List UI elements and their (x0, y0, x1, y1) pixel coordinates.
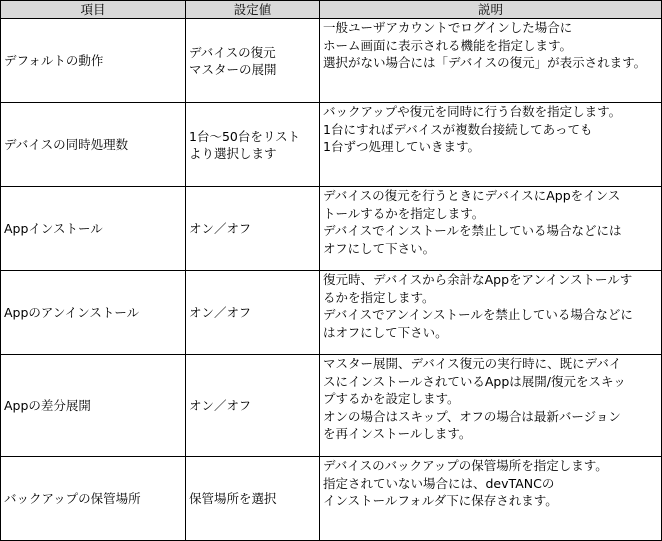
value-line: オン／オフ (189, 305, 252, 320)
description-line: オンの場合はスキップ、オフの場合は最新バージョン (323, 408, 621, 424)
value-line: 保管場所を選択 (189, 491, 277, 506)
value-line: オン／オフ (189, 221, 252, 236)
description-line: 選択がない場合には「デバイスの復元」が表示されます。 (323, 55, 647, 71)
value-cell (186, 355, 320, 457)
description-line: 1台にすればデバイスが複数台接続してあっても (323, 121, 593, 137)
header-description: 説明 (320, 1, 662, 19)
item-label: デフォルトの動作 (4, 53, 104, 68)
item-label: バックアップの保管場所 (4, 491, 141, 506)
description-line: スにインストールされているAppは展開/復元をスキッ (323, 373, 626, 389)
value-cell (186, 19, 320, 103)
description-line: バックアップや復元を同時に行う台数を指定します。 (323, 104, 622, 119)
description-line: はオフにして下さい。 (323, 324, 448, 340)
table-row (1, 355, 662, 457)
description-cell (320, 19, 662, 103)
description-cell (320, 103, 662, 187)
description-line: 一般ユーザアカウントでログインした場合に (323, 20, 573, 35)
table-row (1, 187, 662, 271)
description-line: インストールフォルダ下に保存されます。 (323, 493, 558, 509)
item-cell (1, 103, 186, 187)
description-line: 1台ずつ処理していきます。 (323, 139, 480, 155)
item-cell (1, 355, 186, 457)
item-cell (1, 457, 186, 541)
item-cell (1, 19, 186, 103)
header-row (1, 1, 662, 19)
value-line: デバイスの復元 (189, 44, 276, 60)
description-cell (320, 271, 662, 355)
description-line: プするかを設定します。 (323, 391, 460, 407)
table-row (1, 19, 662, 103)
description-cell (320, 355, 662, 457)
item-label: Appインストール (4, 221, 103, 236)
description-line: デバイスのバックアップの保管場所を指定します。 (323, 458, 608, 473)
description-line: ホーム画面に表示される機能を指定します。 (323, 37, 573, 53)
table-row (1, 103, 662, 187)
value-cell (186, 187, 320, 271)
table-row (1, 457, 662, 541)
item-label: Appの差分展開 (4, 398, 91, 413)
description-line: デバイスでアンインストールを禁止している場合などに (323, 307, 633, 323)
description-line: デバイスでインストールを禁止している場合などには (323, 223, 622, 239)
table-row (1, 271, 662, 355)
item-cell (1, 187, 186, 271)
header-value: 設定値 (186, 1, 320, 19)
description-cell (320, 187, 662, 271)
description-line: 復元時、デバイスから余計なAppをアンインストールす (323, 272, 633, 287)
description-line: マスター展開、デバイス復元の実行時に、既にデバイ (323, 356, 622, 371)
value-line: 1台～50台をリスト (189, 128, 301, 144)
item-cell (1, 271, 186, 355)
value-line: より選択します (189, 145, 277, 161)
item-label: Appのアンインストール (4, 305, 140, 320)
header-item: 項目 (1, 1, 186, 19)
description-line: デバイスの復元を行うときにデバイスにAppをインス (323, 188, 621, 203)
item-label: デバイスの同時処理数 (4, 137, 129, 152)
description-line: 指定されていない場合には、devTANCの (323, 475, 555, 491)
value-cell (186, 457, 320, 541)
value-cell (186, 271, 320, 355)
value-cell (186, 103, 320, 187)
description-line: るかを指定します。 (323, 289, 435, 305)
value-line: マスターの展開 (189, 61, 277, 77)
description-line: を再インストールします。 (323, 426, 472, 442)
value-line: オン／オフ (189, 398, 252, 413)
description-line: トールするかを指定します。 (323, 205, 485, 221)
description-line: オフにして下さい。 (323, 240, 436, 256)
description-cell (320, 457, 662, 541)
